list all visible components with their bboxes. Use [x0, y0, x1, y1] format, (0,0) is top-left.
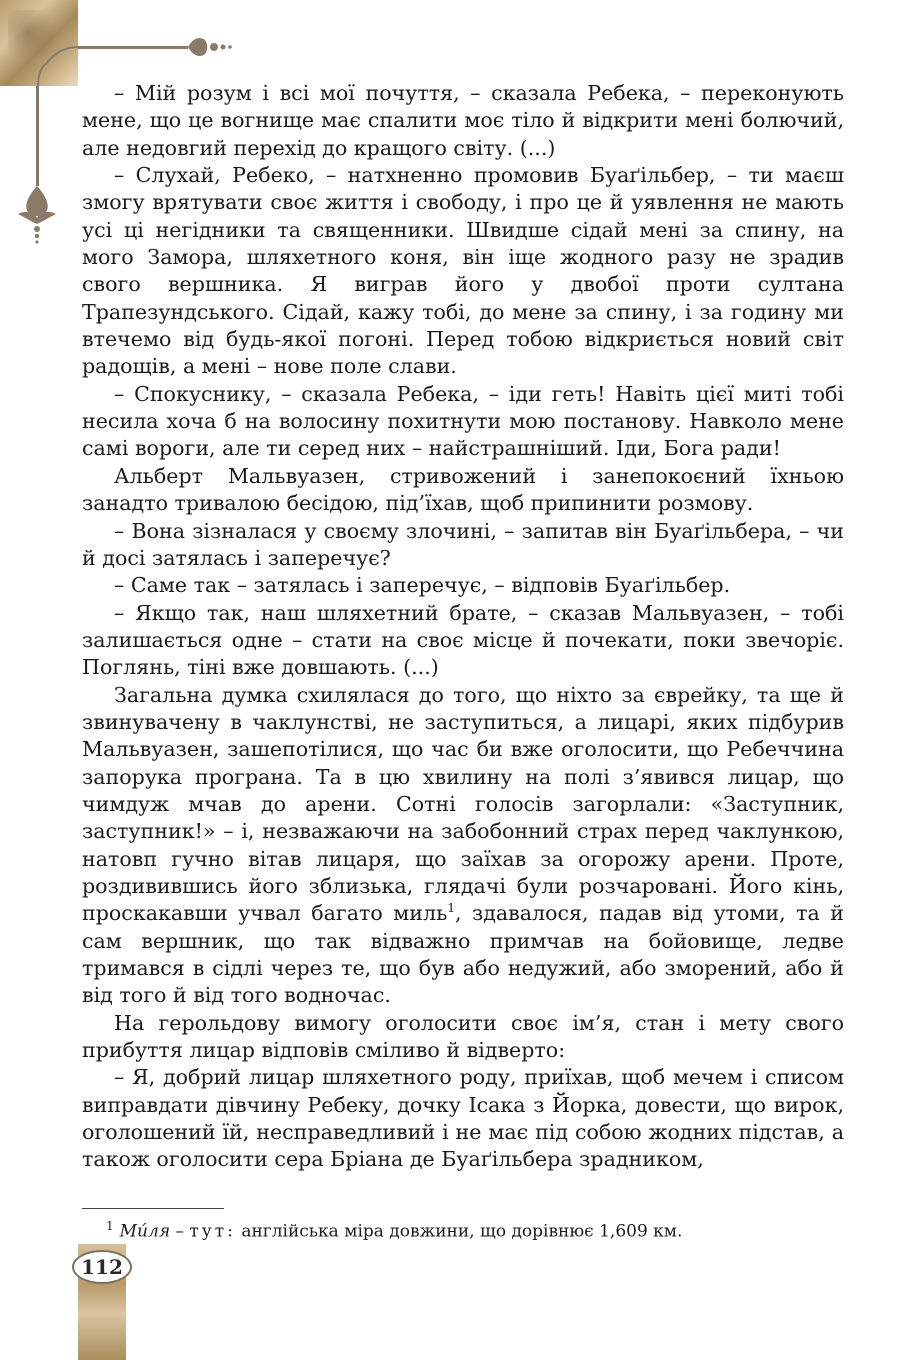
paragraph: – Вона зізналася у своєму злочині, – запитав він Буаґільбера, – чи й досі затялась і заперечує? — [82, 518, 844, 570]
paragraph: – Слухай, Ребеко, – натхненно промовив Буаґільбер, – ти маєш змогу врятувати своє життя і свободу, і про це й уявлення не мають усі ці негідники та священники. Швидше сідай мені за спину, на мого Замора, шляхетного коня, він іще жодного разу не зрадив свого вершника. Я виграв його у двобої проти султана Трапезундського. Сідай, кажу тобі, до мене за спину, і за годину ми втечемо від будь-якої погоні. Перед тобою відкриється новий світ радощів, а мені – нове поле слави. — [82, 163, 844, 379]
footnote — [106, 1214, 846, 1244]
paragraph: – Мій розум і всі мої почуття, – сказала Ребека, – переконують мене, що це вогнище має спалити моє тіло й відкрити мені болючий, але недовгий перехід до кращого світу. (...) — [82, 81, 844, 160]
main-text — [82, 80, 844, 1174]
paragraph: – Спокуснику, – сказала Ребека, – іди геть! Навіть цієї миті тобі несила хоча б на волосину похитнути мою постанову. Навколо мене самі вороги, але ти серед них – найстрашніший. Іди, Бога ради! — [82, 381, 844, 461]
paragraph: Альберт Мальвуазен, стривожений і занепокоєний їхньою занадто тривалою бесідою, під’їхав, щоб припинити розмову. — [82, 463, 844, 516]
paragraph: – Саме так – затялась і заперечує, – відповів Буаґільбер. — [114, 573, 731, 598]
footnote-divider — [82, 1208, 224, 1209]
paragraph-text: , здавалося, падав від утоми, та й сам вершник, що так відважно примчав на бойовище, ледве тримався в сідлі через те, що був або недужий, або зморений, або й від того й від того водночас. — [82, 901, 844, 1008]
footnote-qualifier: тут: — [189, 1221, 236, 1242]
footnote-dash: – — [170, 1221, 190, 1242]
paragraph-text: Загальна думка схилялася до того, що ніхто за єврейку, та ще й звинувачену в чаклунстві, не заступиться, а лицарі, яких підбурив Мальвуазен, зашепотілися, що час би вже оголосити, що Ребеччина запорука програна. Та в цю хвилину на полі з’явився лицар, що чимдуж мчав до арени. Сотні голосів загорлали: «Заступник, заступник!» – і, незважаючи на забобонний страх перед чаклункою, натовп гучно вітав лицаря, що заїхав за огорожу арени. Проте, роздивившись його зблизька, глядачі були розчаровані. Його кінь, проскакавши учвал багато миль — [82, 682, 844, 926]
paragraph: – Я, добрий лицар шляхетного роду, приїхав, щоб мечем і списом виправдати дівчину Ребеку, дочку Ісака з Йорка, довести, що вирок, оголошений їй, несправедливий і не має під собою жодних підстав, а також оголосити сера Бріана де Буаґільбера зрадником, — [82, 1065, 844, 1172]
footnote-text: англійська міра довжини, що дорівнює 1,609 км. — [235, 1221, 683, 1242]
footnote-reference: 1 — [447, 901, 455, 916]
paragraph-with-footnote — [82, 682, 844, 1010]
footnote-number: 1 — [106, 1219, 114, 1233]
paragraph: – Якщо так, наш шляхетний брате, – сказав Мальвуазен, – тобі залишається одне – стати на своє місце й почекати, поки звечоріє. Поглянь, тіні вже довшають. (...) — [82, 600, 844, 680]
page-number-badge — [72, 1250, 132, 1284]
paragraph: На герольдову вимогу оголосити своє ім’я, стан і мету свого прибуття лицар відповів сміливо й відверто: — [82, 1010, 844, 1063]
footnote-term: Ми́ля — [119, 1221, 171, 1242]
page-number: 112 — [81, 1255, 123, 1279]
